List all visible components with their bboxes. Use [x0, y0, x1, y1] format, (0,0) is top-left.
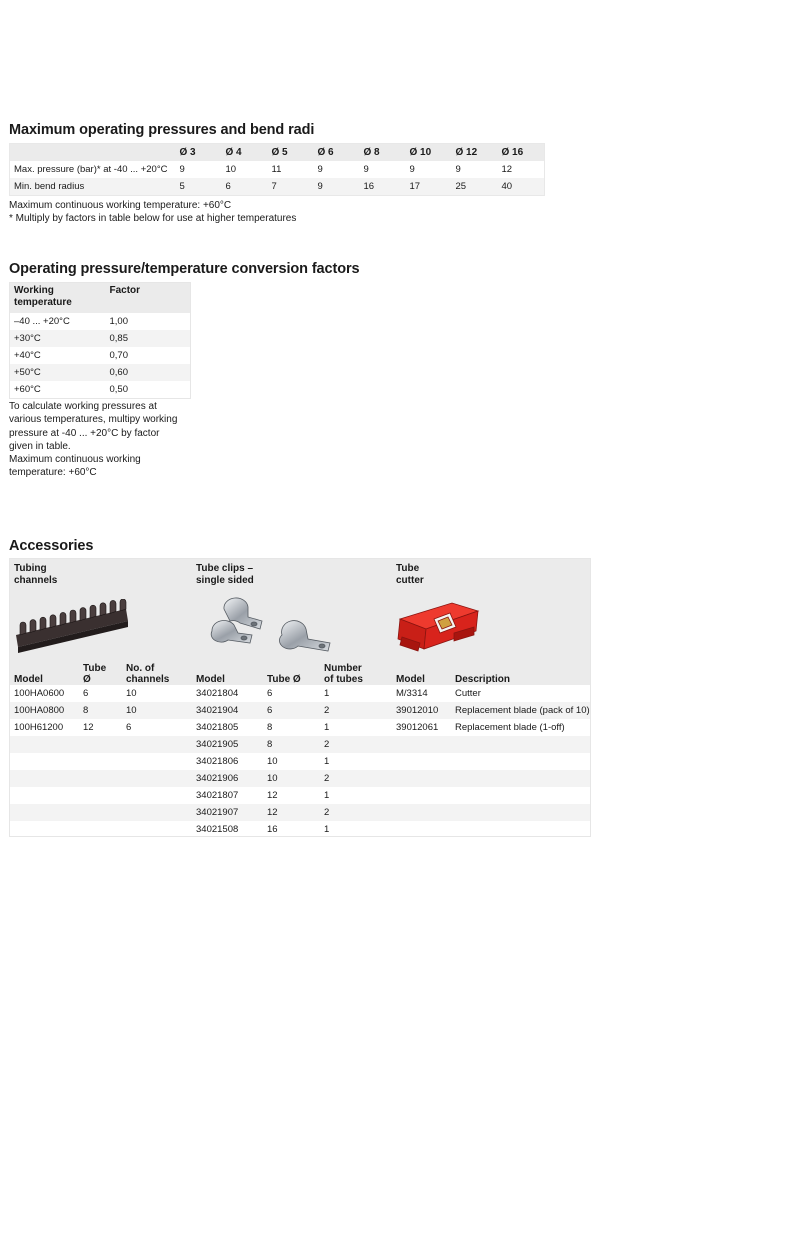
table-row: [10, 821, 590, 838]
table-cell: Replacement blade (1-off): [455, 722, 565, 733]
table-row: [10, 364, 191, 381]
table-cell: 5: [179, 181, 185, 192]
table-cell: 8: [267, 739, 273, 750]
pressure-table: [9, 143, 545, 196]
table-cell: 34021906: [196, 773, 239, 784]
factor-col-temperature: Working temperature: [14, 285, 72, 308]
pressure-note-1: Maximum continuous working temperature: +60°C: [9, 200, 232, 211]
pressure-col-d8: Ø 8: [363, 147, 380, 158]
table-cell: 9: [455, 164, 461, 175]
factor-col-factor: Factor: [109, 285, 141, 296]
table-cell: 100HA0800: [14, 705, 65, 716]
table-cell: 6: [267, 705, 273, 716]
table-cell: 6: [126, 722, 132, 733]
table-cell: +30°C: [14, 333, 41, 344]
tube-cutter-title: Tube cutter: [396, 563, 424, 586]
accessories-rows: [10, 685, 590, 838]
table-cell: 2: [324, 807, 330, 818]
tube-clip-image: [210, 597, 338, 653]
table-cell: Max. pressure (bar)* at -40 ... +20°C: [14, 164, 168, 175]
clips-col-count: Number of tubes: [324, 663, 363, 685]
tube-clips-title: Tube clips – single sided: [196, 563, 254, 586]
table-cell: 0,60: [109, 367, 128, 378]
factor-table-header: [10, 283, 191, 314]
pressure-col-d5: Ø 5: [271, 147, 288, 158]
cutter-col-description: Description: [455, 674, 511, 685]
table-row: [10, 702, 590, 719]
table-cell: 9: [363, 164, 369, 175]
table-cell: 9: [409, 164, 415, 175]
table-row: [10, 804, 590, 821]
clips-col-tube: Tube Ø: [267, 674, 301, 685]
table-cell: 34021806: [196, 756, 239, 767]
pressure-note-2: * Multiply by factors in table below for use at higher temperatures: [9, 213, 297, 224]
table-cell: 39012061: [396, 722, 439, 733]
table-cell: 1,00: [109, 316, 128, 327]
table-cell: 34021907: [196, 807, 239, 818]
table-cell: 1: [324, 722, 330, 733]
table-cell: 16: [363, 181, 375, 192]
table-row: [10, 719, 590, 736]
pressure-section-title: Maximum operating pressures and bend radi: [9, 122, 315, 138]
table-cell: 6: [83, 688, 89, 699]
table-cell: +50°C: [14, 367, 41, 378]
table-cell: 8: [267, 722, 273, 733]
factor-note-line: Maximum continuous working: [9, 454, 141, 466]
tubing-channels-title: Tubing channels: [14, 563, 58, 586]
table-cell: 8: [83, 705, 89, 716]
pressure-col-d4: Ø 4: [225, 147, 242, 158]
pressure-col-d3: Ø 3: [179, 147, 196, 158]
table-row: [10, 736, 590, 753]
table-row: [10, 787, 590, 804]
table-cell: 34021905: [196, 739, 239, 750]
channels-col-count: No. of channels: [126, 663, 170, 685]
table-row: [10, 178, 545, 196]
table-cell: 12: [267, 807, 278, 818]
table-cell: 6: [225, 181, 231, 192]
clips-col-model: Model: [196, 674, 225, 685]
accessories-title: Accessories: [9, 538, 94, 554]
channels-col-model: Model: [14, 674, 43, 685]
table-cell: 40: [501, 181, 513, 192]
table-row: [10, 347, 191, 364]
factor-note-line: pressure at -40 ... +20°C by factor: [9, 427, 160, 439]
factor-note-line: given in table.: [9, 440, 71, 452]
table-cell: 12: [501, 164, 513, 175]
table-row: [10, 753, 590, 770]
table-cell: –40 ... +20°C: [14, 316, 70, 327]
pressure-col-label: [10, 144, 176, 162]
table-row: [10, 685, 590, 702]
table-cell: Min. bend radius: [14, 181, 85, 192]
table-cell: +40°C: [14, 350, 41, 361]
pressure-col-d12: Ø 12: [455, 147, 478, 158]
table-cell: 16: [267, 824, 278, 835]
pressure-table-header: [10, 144, 545, 162]
table-cell: 10: [267, 773, 278, 784]
channels-col-tube: Tube Ø: [83, 663, 107, 685]
table-cell: 34021807: [196, 790, 239, 801]
table-cell: 17: [409, 181, 421, 192]
cutter-col-model: Model: [396, 674, 425, 685]
factor-note-line: various temperatures, multipy working: [9, 414, 178, 426]
table-cell: 1: [324, 824, 330, 835]
table-cell: 2: [324, 773, 330, 784]
table-cell: 39012010: [396, 705, 439, 716]
table-cell: 34021805: [196, 722, 239, 733]
factor-note-line: temperature: +60°C: [9, 467, 97, 479]
table-row: [10, 313, 191, 330]
table-cell: 1: [324, 688, 330, 699]
table-cell: 10: [225, 164, 237, 175]
table-cell: 10: [267, 756, 278, 767]
table-cell: 34021904: [196, 705, 239, 716]
table-cell: 2: [324, 705, 330, 716]
table-cell: 0,85: [109, 333, 128, 344]
table-cell: Cutter: [455, 688, 481, 699]
table-cell: 6: [267, 688, 273, 699]
tubing-channel-image: [14, 599, 130, 653]
table-cell: 1: [324, 790, 330, 801]
table-cell: 0,70: [109, 350, 128, 361]
table-cell: 1: [324, 756, 330, 767]
table-row: [10, 381, 191, 399]
accessories-panel: [9, 558, 591, 837]
table-row: [10, 330, 191, 347]
factor-table: [9, 282, 191, 399]
factor-note: [9, 400, 177, 480]
table-cell: 7: [271, 181, 277, 192]
factor-note-line: To calculate working pressures at: [9, 401, 157, 412]
table-cell: 25: [455, 181, 467, 192]
table-row: [10, 161, 545, 178]
table-cell: 9: [317, 181, 323, 192]
table-cell: Replacement blade (pack of 10): [455, 705, 590, 716]
table-cell: 100HA0600: [14, 688, 65, 699]
table-cell: 12: [83, 722, 94, 733]
table-cell: 10: [126, 705, 137, 716]
table-cell: 11: [271, 164, 282, 175]
table-cell: 0,50: [109, 384, 128, 395]
table-cell: 9: [179, 164, 185, 175]
table-cell: 34021804: [196, 688, 239, 699]
table-cell: 9: [317, 164, 323, 175]
table-row: [10, 770, 590, 787]
table-cell: 100H61200: [14, 722, 64, 733]
pressure-col-d6: Ø 6: [317, 147, 334, 158]
table-cell: 34021508: [196, 824, 239, 835]
table-cell: 2: [324, 739, 330, 750]
pressure-col-d10: Ø 10: [409, 147, 432, 158]
table-cell: 12: [267, 790, 278, 801]
table-cell: M/3314: [396, 688, 428, 699]
table-cell: +60°C: [14, 384, 41, 395]
table-cell: 10: [126, 688, 137, 699]
pressure-col-d16: Ø 16: [501, 147, 524, 158]
tube-cutter-image: [394, 597, 482, 655]
factor-section-title: Operating pressure/temperature conversion factors: [9, 261, 360, 277]
